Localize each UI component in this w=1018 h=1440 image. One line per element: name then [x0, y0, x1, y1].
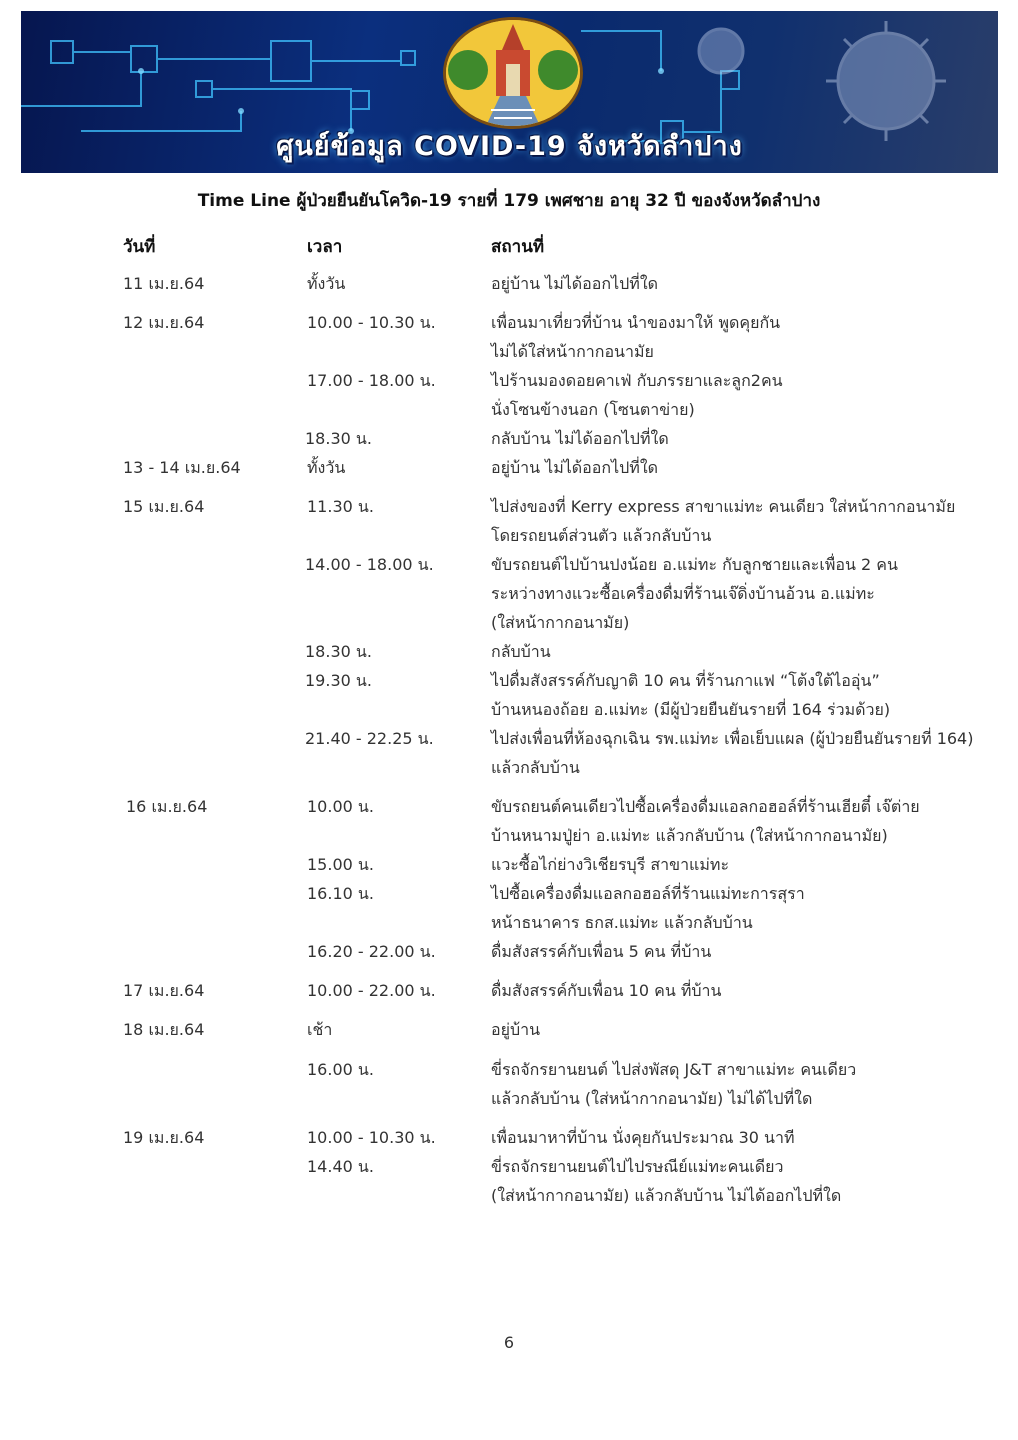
row-place-line: แวะซื้อไก่ย่างวิเชียรบุรี สาขาแม่ทะ — [491, 855, 730, 874]
row-place-line: ขี่รถจักรยานยนต์ไปไปรษณีย์แม่ทะคนเดียว — [491, 1157, 784, 1176]
column-header-date: วันที่ — [123, 237, 156, 257]
row-time: 18.30 น. — [305, 642, 372, 661]
row-date: 17 เม.ย.64 — [123, 981, 205, 1000]
row-place-line: (ใส่หน้ากากอนามัย) แล้วกลับบ้าน ไม่ได้ออกไปที่ใด — [491, 1186, 842, 1205]
row-place-line: โดยรถยนต์ส่วนตัว แล้วกลับบ้าน — [491, 526, 712, 545]
row-date: 13 - 14 เม.ย.64 — [123, 458, 241, 477]
row-place-line: เพื่อนมาเที่ยวที่บ้าน นำของมาให้ พูดคุยกัน — [491, 313, 781, 332]
row-time: 16.20 - 22.00 น. — [307, 942, 436, 961]
row-time: เช้า — [307, 1020, 333, 1039]
row-date: 19 เม.ย.64 — [123, 1128, 205, 1147]
banner-title: ศูนย์ข้อมูล COVID-19 จังหวัดลำปาง — [276, 131, 743, 162]
row-time: 21.40 - 22.25 น. — [305, 729, 434, 748]
row-time: 11.30 น. — [307, 497, 374, 516]
row-time: ทั้งวัน — [307, 274, 346, 293]
row-place-line: ระหว่างทางแวะซื้อเครื่องดื่มที่ร้านเจ๊ดิ่งบ้านอ้วน อ.แม่ทะ — [491, 584, 875, 603]
page-number: 6 — [503, 1333, 515, 1352]
row-place-line: ไปดื่มสังสรรค์กับญาติ 10 คน ที่ร้านกาแฟ “โต้งใต้ไออุ่น” — [491, 671, 880, 690]
column-header-time: เวลา — [307, 237, 343, 257]
row-date: 16 เม.ย.64 — [126, 797, 208, 816]
row-place-line: ขับรถยนต์คนเดียวไปซื้อเครื่องดื่มแอลกอฮอล์ที่ร้านเฮียตี๋ เจ๊ต่าย — [491, 797, 920, 816]
row-date: 11 เม.ย.64 — [123, 274, 205, 293]
row-place-line: อยู่บ้าน ไม่ได้ออกไปที่ใด — [491, 458, 659, 477]
row-place-line: บ้านหนามปู่ย่า อ.แม่ทะ แล้วกลับบ้าน (ใส่หน้ากากอนามัย) — [491, 826, 888, 845]
row-place-line: ไปร้านมองดอยคาเฟ่ กับภรรยาและลูก2คน — [491, 371, 783, 390]
row-place-line: กลับบ้าน — [491, 642, 551, 661]
row-place-line: แล้วกลับบ้าน (ใส่หน้ากากอนามัย) ไม่ได้ไปที่ใด — [491, 1089, 813, 1108]
row-place-line: (ใส่หน้ากากอนามัย) — [491, 613, 630, 632]
row-time: 18.30 น. — [305, 429, 372, 448]
row-time: 10.00 - 22.00 น. — [307, 981, 436, 1000]
row-place-line: เพื่อนมาหาที่บ้าน นั่งคุยกันประมาณ 30 นาที — [491, 1128, 795, 1147]
row-place-line: ขับรถยนต์ไปบ้านปงน้อย อ.แม่ทะ กับลูกชายและเพื่อน 2 คน — [491, 555, 898, 574]
row-place-line: ไม่ได้ใส่หน้ากากอนามัย — [491, 342, 654, 361]
row-date: 15 เม.ย.64 — [123, 497, 205, 516]
row-time: 10.00 - 10.30 น. — [307, 313, 436, 332]
row-place-line: บ้านหนองถ้อย อ.แม่ทะ (มีผู้ป่วยยืนยันรายที่ 164 ร่วมด้วย) — [491, 700, 891, 719]
row-place-line: หน้าธนาคาร ธกส.แม่ทะ แล้วกลับบ้าน — [491, 913, 753, 932]
row-place-line: นั่งโซนข้างนอก (โซนตาข่าย) — [491, 400, 695, 419]
document-title: Time Line ผู้ป่วยยืนยันโควิด-19 รายที่ 179 เพศชาย อายุ 32 ปี ของจังหวัดลำปาง — [197, 191, 821, 211]
row-time: 10.00 น. — [307, 797, 374, 816]
row-place-line: ไปส่งเพื่อนที่ห้องฉุกเฉิน รพ.แม่ทะ เพื่อเย็บแผล (ผู้ป่วยยืนยันรายที่ 164) — [491, 729, 974, 748]
row-time: 14.00 - 18.00 น. — [305, 555, 434, 574]
row-place-line: กลับบ้าน ไม่ได้ออกไปที่ใด — [491, 429, 669, 448]
row-time: 14.40 น. — [307, 1157, 374, 1176]
row-time: 15.00 น. — [307, 855, 374, 874]
lampang-province-seal-icon — [443, 17, 583, 129]
column-header-place: สถานที่ — [491, 237, 545, 257]
row-time: 17.00 - 18.00 น. — [307, 371, 436, 390]
row-place-line: ดื่มสังสรรค์กับเพื่อน 10 คน ที่บ้าน — [491, 981, 722, 1000]
row-time: 10.00 - 10.30 น. — [307, 1128, 436, 1147]
row-place-line: ขี่รถจักรยานยนต์ ไปส่งพัสดุ J&T สาขาแม่ทะ คนเดียว — [491, 1060, 857, 1079]
row-place-line: อยู่บ้าน ไม่ได้ออกไปที่ใด — [491, 274, 659, 293]
row-place-line: ดื่มสังสรรค์กับเพื่อน 5 คน ที่บ้าน — [491, 942, 712, 961]
row-time: 16.00 น. — [307, 1060, 374, 1079]
row-time: 19.30 น. — [305, 671, 372, 690]
virus-icon — [699, 21, 946, 141]
row-date: 18 เม.ย.64 — [123, 1020, 205, 1039]
row-time: ทั้งวัน — [307, 458, 346, 477]
row-date: 12 เม.ย.64 — [123, 313, 205, 332]
row-place-line: ไปซื้อเครื่องดื่มแอลกอฮอล์ที่ร้านแม่ทะการสุรา — [491, 884, 805, 903]
row-place-line: ไปส่งของที่ Kerry express สาขาแม่ทะ คนเดียว ใส่หน้ากากอนามัย — [491, 497, 956, 516]
row-time: 16.10 น. — [307, 884, 374, 903]
row-place-line: แล้วกลับบ้าน — [491, 758, 580, 777]
header-banner — [21, 11, 998, 173]
row-place-line: อยู่บ้าน — [491, 1020, 541, 1039]
